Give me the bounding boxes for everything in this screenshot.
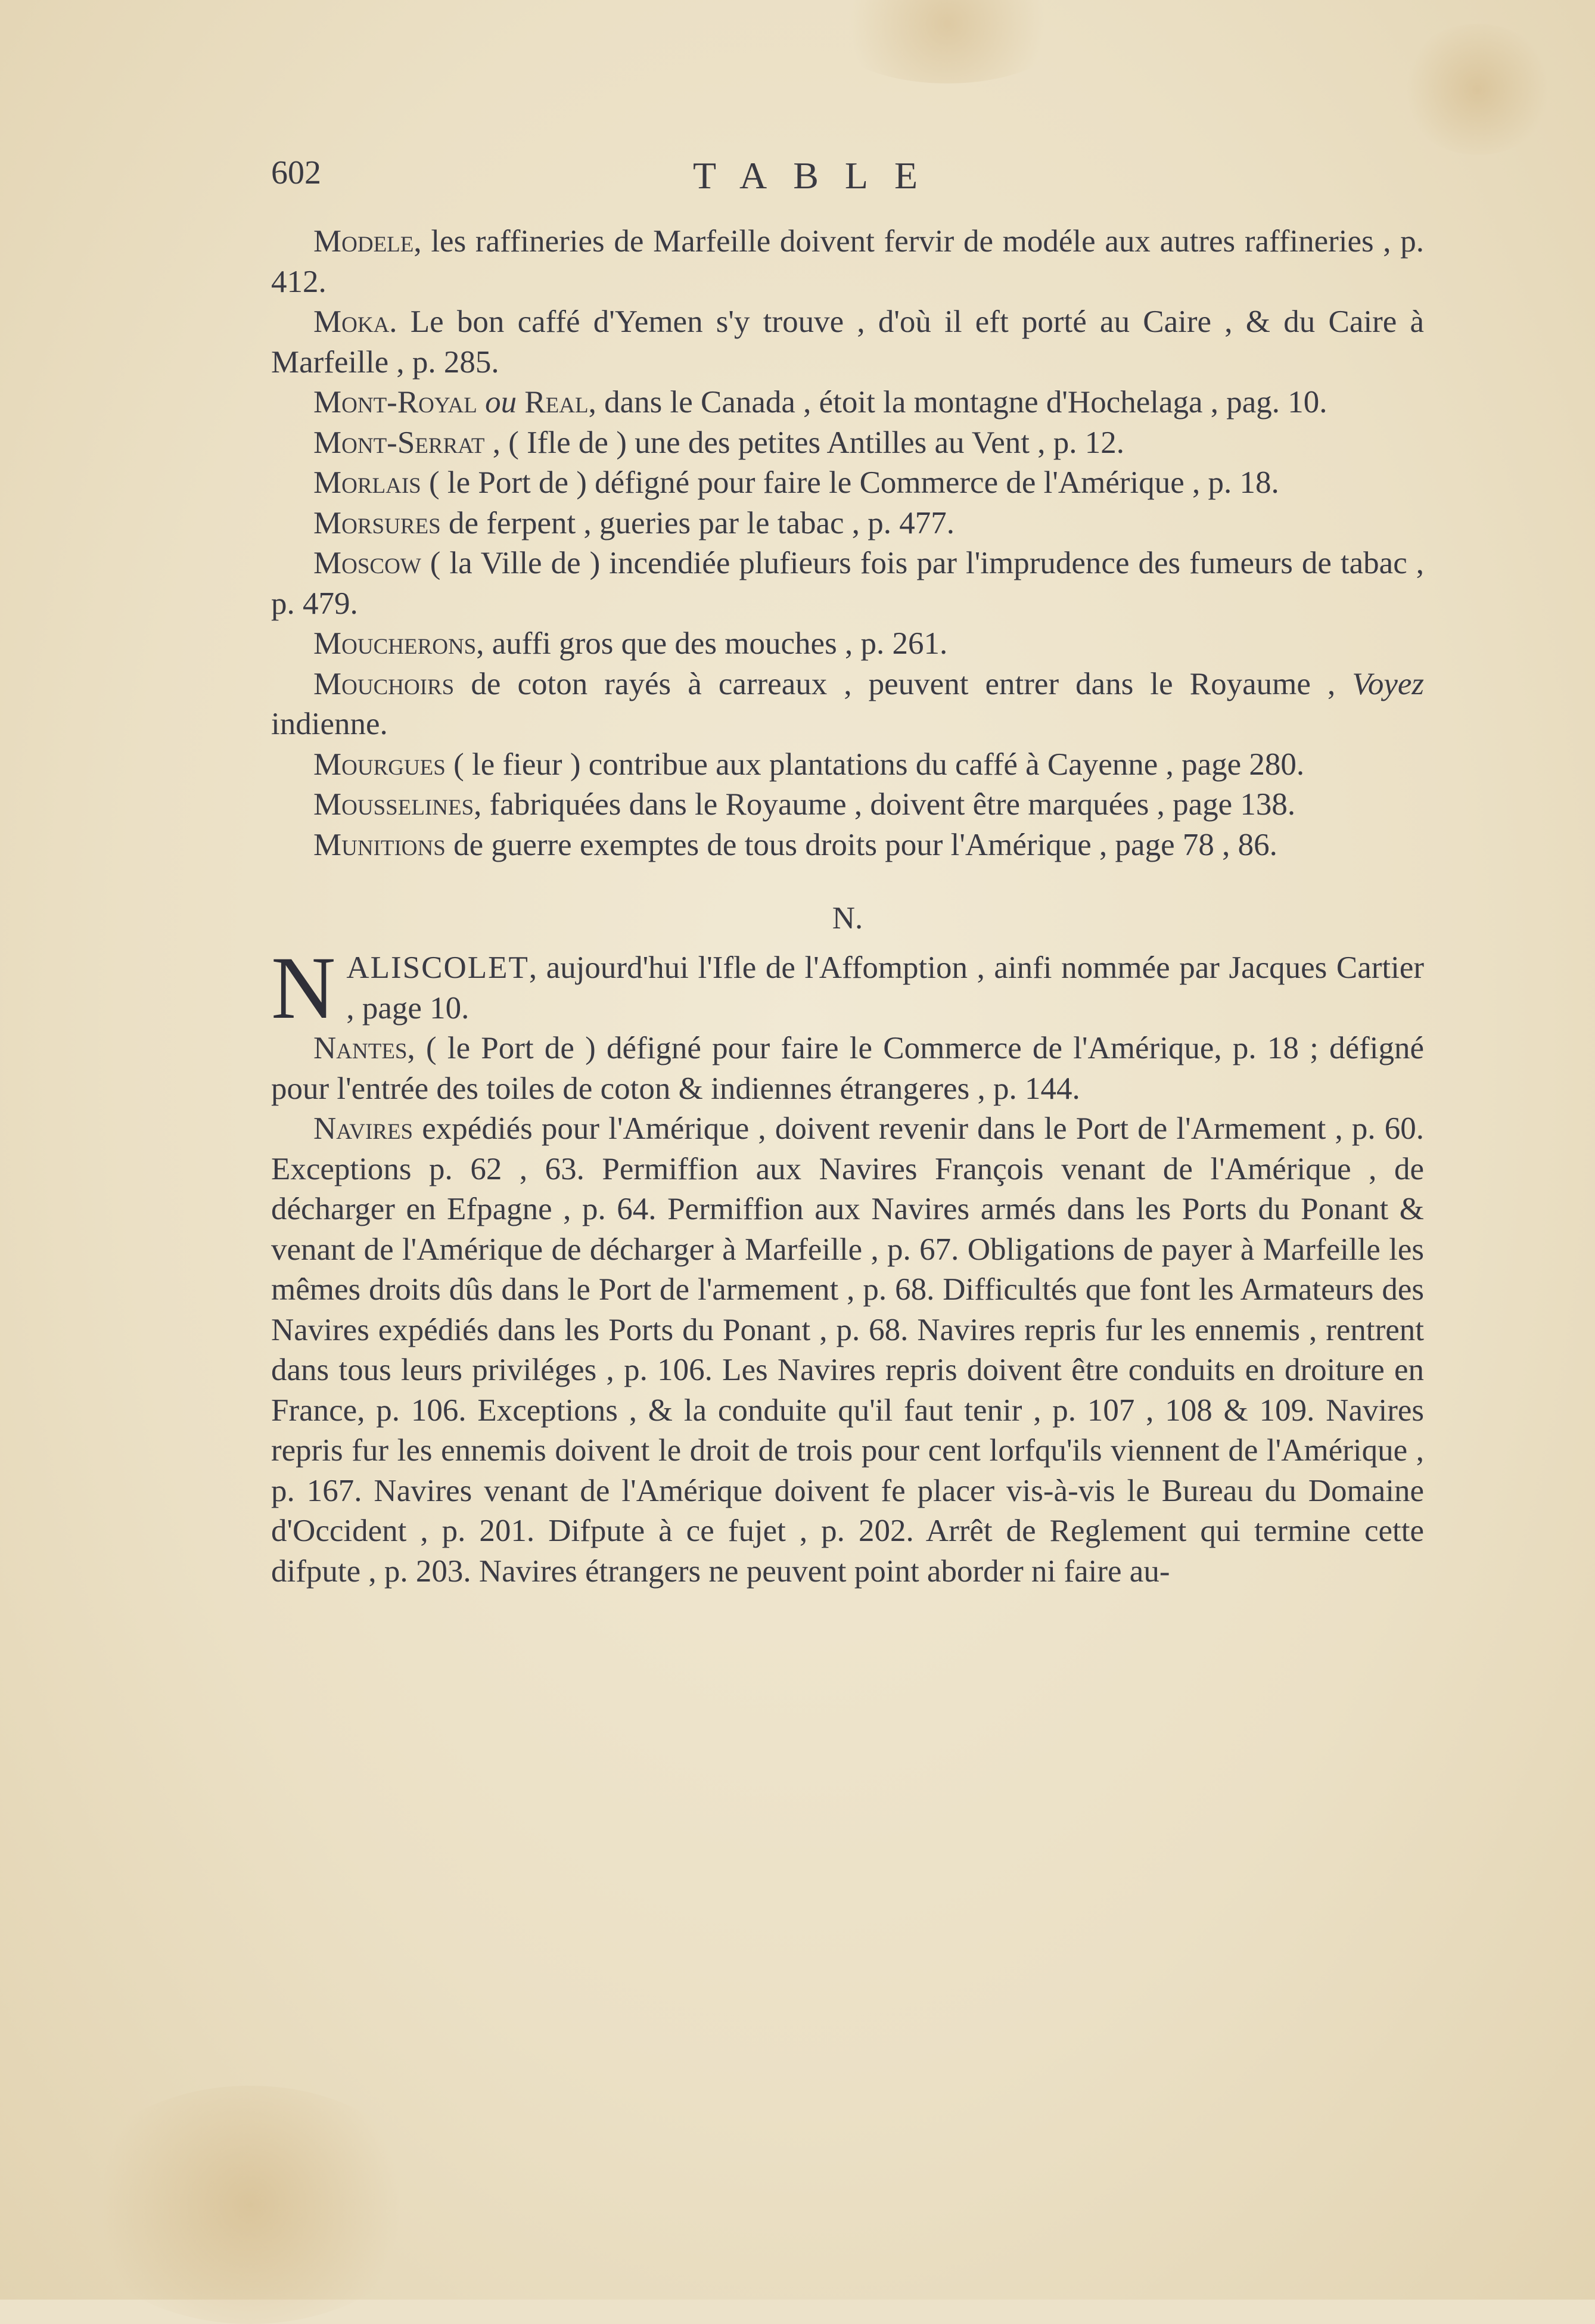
- entry-head: Morsures: [313, 505, 441, 540]
- entry-head: ALISCOLET: [346, 950, 529, 985]
- page-header: [271, 154, 1424, 201]
- entry-head: Moscow: [313, 546, 421, 580]
- entry-text: , les raffineries de Marfeille doivent fervir de modéle aux autres raffineries , p. 412.: [271, 224, 1424, 299]
- index-entry: [271, 463, 1424, 504]
- index-entry: [271, 423, 1424, 464]
- entry-head: Mont-Serrat: [313, 425, 485, 460]
- entry-head: Moka: [313, 305, 390, 339]
- index-entry: [271, 1029, 1424, 1109]
- section-letter-n: N.: [832, 901, 863, 936]
- drop-cap: N: [271, 939, 336, 1037]
- entry-see-also: Voyez: [1352, 666, 1424, 701]
- index-entry: [271, 624, 1424, 664]
- entry-text: . Le bon caffé d'Yemen s'y trouve , d'où il eft porté au Caire , & du Caire à Marfeille , p. 285.: [271, 305, 1424, 380]
- entry-text: de guerre exemptes de tous droits pour l'Amérique , page 78 , 86.: [453, 827, 1277, 862]
- entry-text: , ( le Port de ) défigné pour faire le Commerce de l'Amérique, p. 18 ; défigné pour l'entrée des toiles de coton & indiennes étrangeres , p. 144.: [271, 1031, 1424, 1106]
- entry-text: ( le Port de ) défigné pour faire le Commerce de l'Amérique , p. 18.: [429, 465, 1279, 500]
- running-title: TABLE: [693, 154, 944, 197]
- index-entry: [271, 504, 1424, 544]
- entry-text: , aujourd'hui l'Ifle de l'Affomption , ainfi nommée par Jacques Cartier , page 10.: [346, 950, 1424, 1026]
- paper-stain: [1400, 24, 1555, 155]
- entry-head: Navires: [313, 1111, 413, 1146]
- entry-text: , fabriquées dans le Royaume , doivent être marquées , page 138.: [474, 787, 1296, 822]
- entry-text: , ( Ifle de ) une des petites Antilles au Vent , p. 12.: [492, 425, 1124, 460]
- entry-text: de coton rayés à carreaux , peuvent entrer dans le Royaume ,: [471, 666, 1336, 701]
- entry-connector: ou: [485, 385, 517, 420]
- entry-text: ( le fieur ) contribue aux plantations du caffé à Cayenne , page 280.: [453, 747, 1305, 782]
- entry-head: Mousselines: [313, 787, 474, 822]
- index-text: [271, 222, 1424, 1592]
- index-entry-first: [271, 939, 1424, 1037]
- entry-head: Modele: [313, 224, 414, 259]
- entry-head: Munitions: [313, 827, 446, 862]
- index-entry: [271, 543, 1424, 624]
- entry-text-cont: indienne.: [271, 707, 388, 741]
- page-number: 602: [271, 154, 321, 191]
- entry-head: Mont-Royal: [313, 385, 477, 420]
- index-entry: [271, 745, 1424, 785]
- paper-stain: [71, 2086, 429, 2324]
- entry-head: Morlais: [313, 465, 421, 500]
- index-entry: [271, 785, 1424, 825]
- paper-stain: [822, 0, 1072, 83]
- entry-text: expédiés pour l'Amérique , doivent revenir dans le Port de l'Armement , p. 60. Exceptions p. 62 , 63. Permiffion aux Navires François venant de l'Amérique , de décharger en Efpagne , p. 64. Permiffion aux Navires armés dans les Ports du Ponant & venant de l'Amérique de décharger à Marfeille , p. 67. Obligations de payer à Marfeille les mêmes droits dûs dans le Port de l'armement , p. 68. Difficultés que font les Armateurs des Navires expédiés dans les Ports du Ponant , p. 68. Navires repris fur les ennemis , rentrent dans tous leurs priviléges , p. 106. Les Navires repris doivent être conduits en droiture en France, p. 106. Exceptions , & la conduite qu'il faut tenir , p. 107 , 108 & 109. Navires repris fur les ennemis doivent le droit de trois pour cent lorfqu'ils viennent de l'Amérique , p. 167. Navires venant de l'Amérique doivent fe placer vis-à-vis le Bureau du Domaine d'Occident , p. 201. Difpute à ce fujet , p. 202. Arrêt de Reglement qui termine cette difpute , p. 203. Navires étrangers ne peuvent point aborder ni faire au-: [271, 1111, 1425, 1589]
- index-entry: [271, 1109, 1424, 1592]
- index-entry: [271, 664, 1424, 745]
- entry-head: Nantes: [313, 1031, 408, 1065]
- entry-text: , auffi gros que des mouches , p. 261.: [476, 626, 948, 661]
- entry-text: de ferpent , gueries par le tabac , p. 477.: [448, 505, 955, 540]
- entry-head-alt: Real: [524, 385, 589, 420]
- entry-head: Mourgues: [313, 747, 446, 782]
- entry-head: Moucherons: [313, 626, 477, 661]
- index-entry: [271, 825, 1424, 866]
- index-entry: [271, 383, 1424, 423]
- entry-text: , dans le Canada , étoit la montagne d'Hochelaga , pag. 10.: [588, 385, 1327, 420]
- entry-text: ( la Ville de ) incendiée plufieurs fois par l'imprudence des fumeurs de tabac , p. 479.: [271, 546, 1424, 621]
- index-entry: [271, 302, 1424, 383]
- index-entry: [271, 222, 1424, 302]
- entry-head: Mouchoirs: [313, 666, 455, 701]
